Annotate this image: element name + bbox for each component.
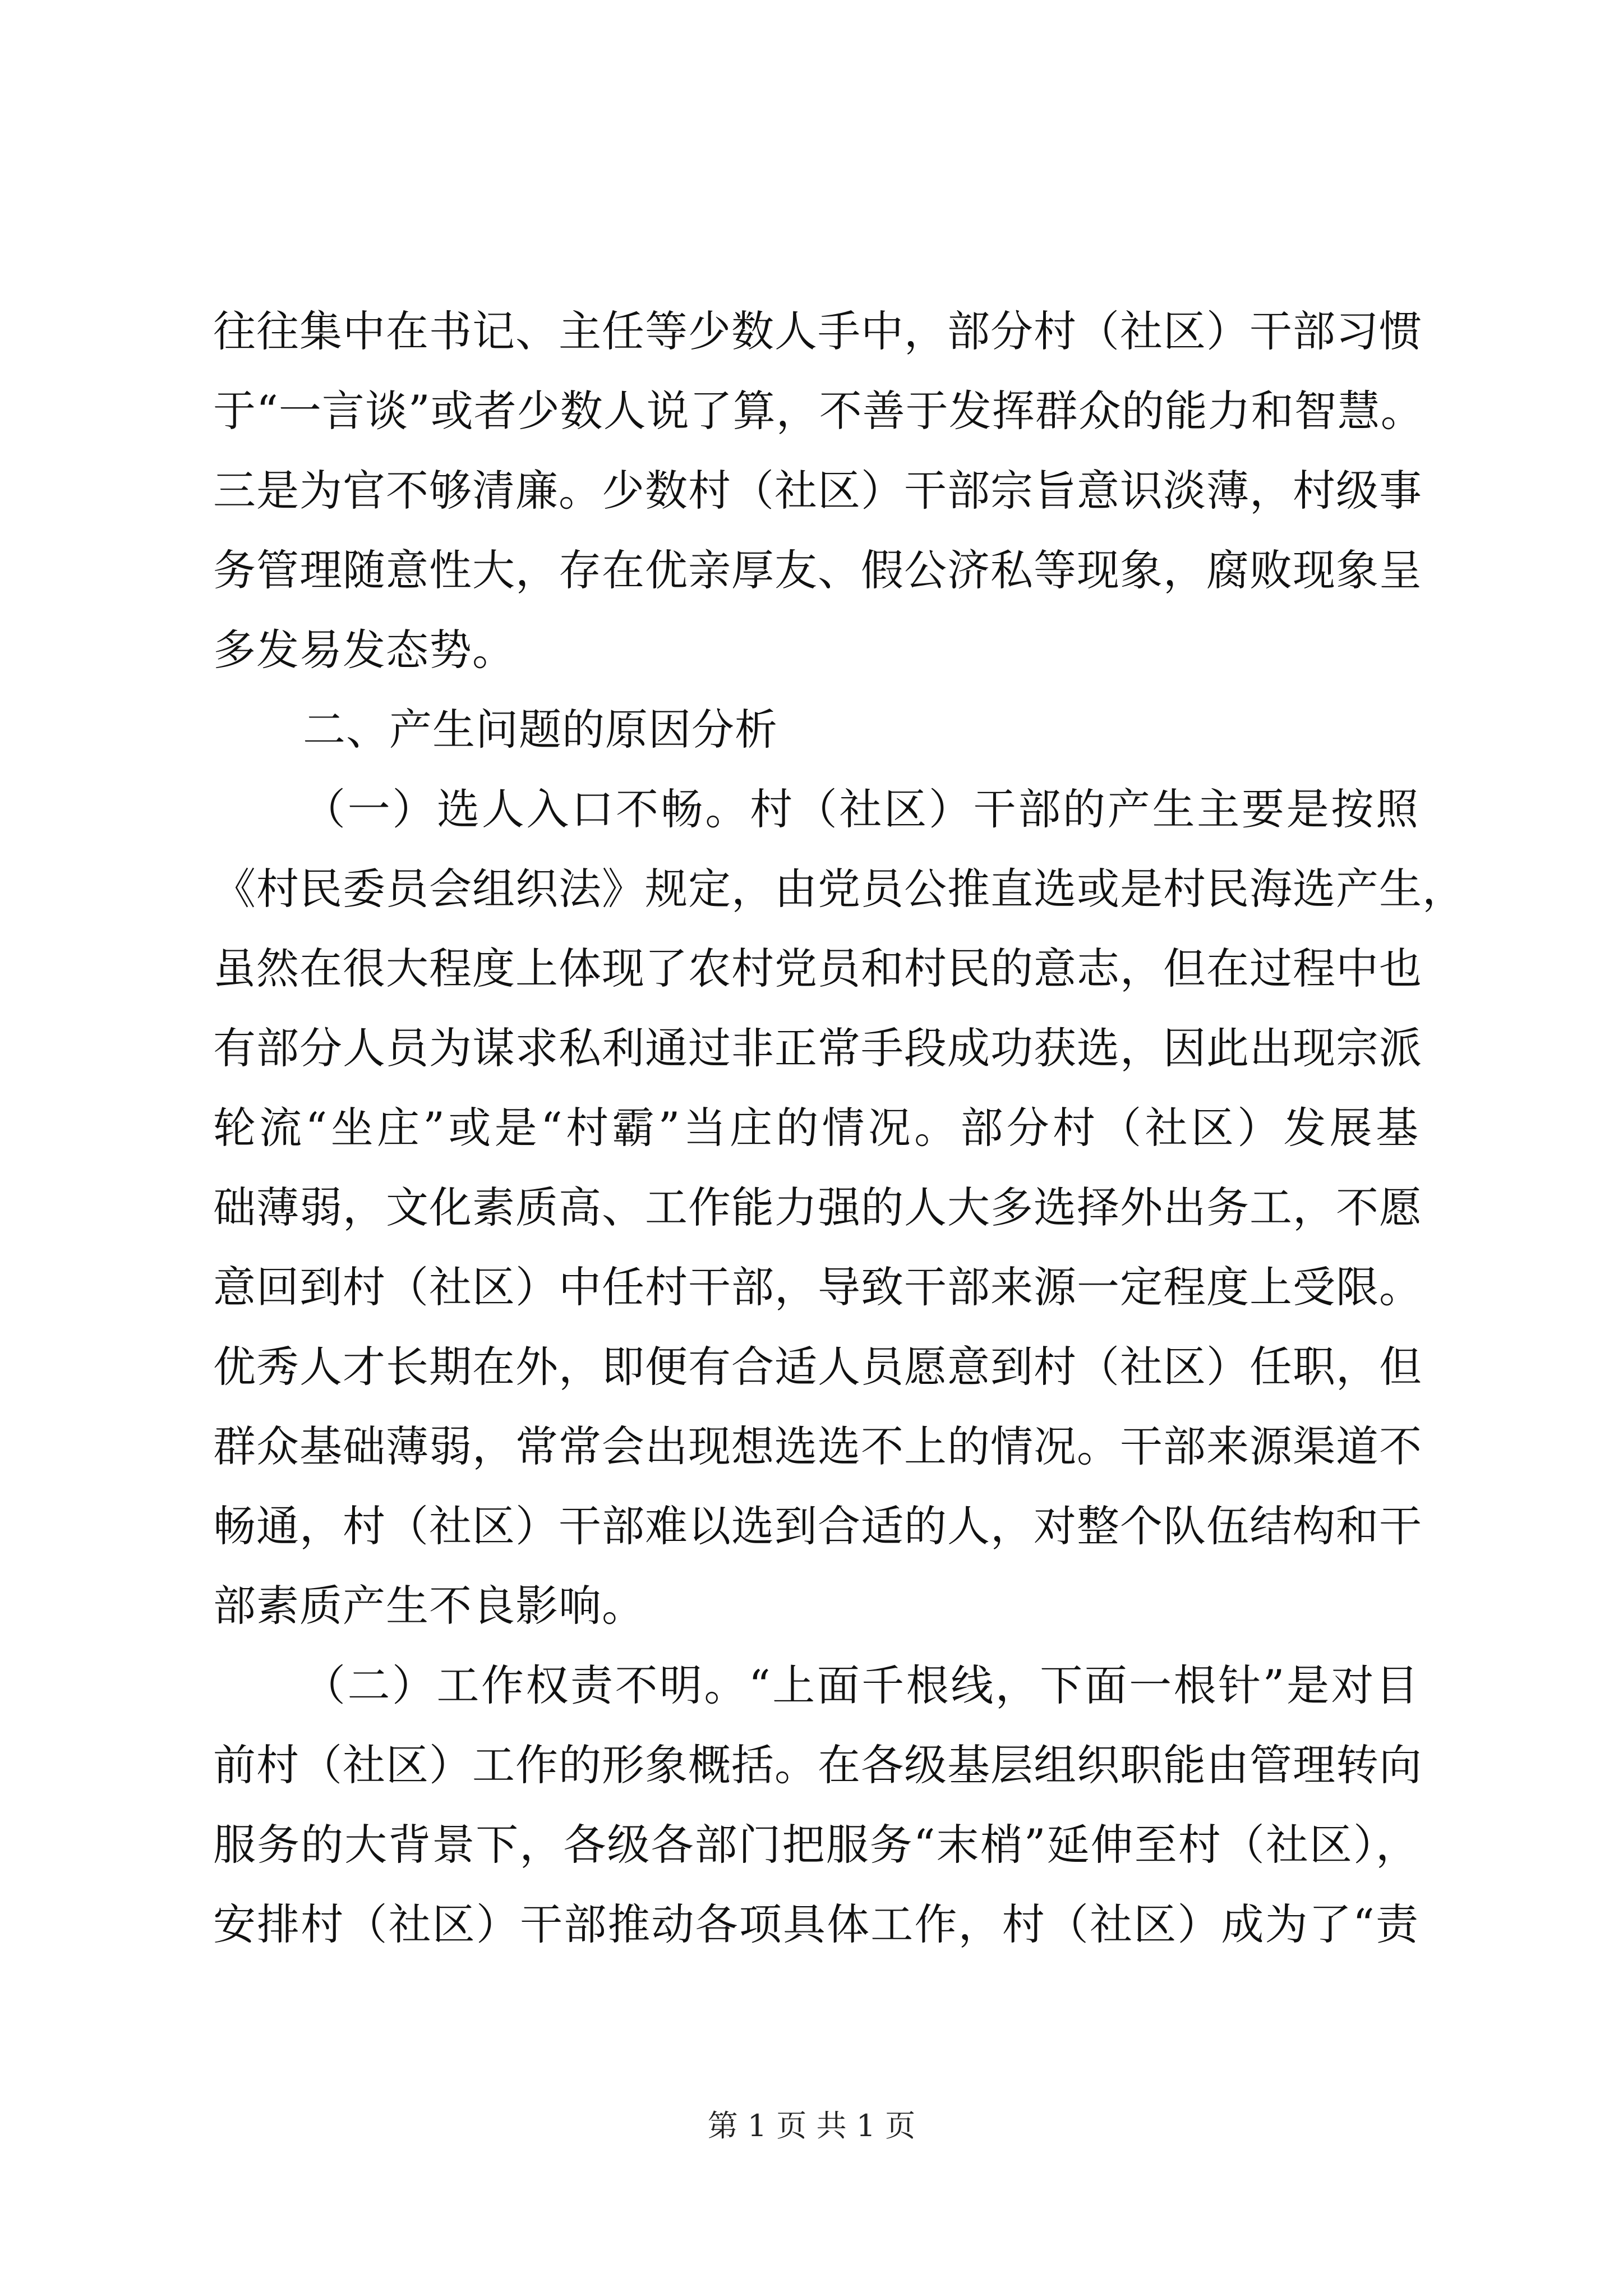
subsection-heading-line: （一）选人入口不畅。村（社区）干部的产生主要是按照 bbox=[303, 784, 1419, 834]
text-line: 往往集中在书记、主任等少数人手中，部分村（社区）干部习惯 bbox=[213, 306, 1422, 356]
text-line: 有部分人员为谋求私利通过非正常手段成功获选，因此出现宗派 bbox=[213, 1023, 1422, 1073]
section-heading: 二、产生问题的原因分析 bbox=[303, 705, 778, 754]
subsection-heading-line: （二）工作权责不明。“上面千根线，下面一根针”是对目 bbox=[303, 1660, 1419, 1710]
text-line: 多发易发态势。 bbox=[213, 625, 515, 675]
document-body bbox=[213, 292, 1465, 1964]
text-line: 前村（社区）工作的形象概括。在各级基层组织职能由管理转向 bbox=[213, 1740, 1422, 1790]
text-line: 务管理随意性大，存在优亲厚友、假公济私等现象，腐败现象呈 bbox=[213, 545, 1422, 595]
text-line: 意回到村（社区）中任村干部，导致干部来源一定程度上受限。 bbox=[213, 1262, 1422, 1312]
text-line: 于“一言谈”或者少数人说了算，不善于发挥群众的能力和智慧。 bbox=[213, 386, 1424, 436]
text-line: 虽然在很大程度上体现了农村党员和村民的意志，但在过程中也 bbox=[213, 944, 1422, 993]
text-line: 《村民委员会组织法》规定，由党员公推直选或是村民海选产生， bbox=[213, 864, 1465, 914]
text-line: 部素质产生不良影响。 bbox=[213, 1581, 645, 1631]
text-line: 三是为官不够清廉。少数村（社区）干部宗旨意识淡薄，村级事 bbox=[213, 466, 1422, 516]
text-line: 畅通，村（社区）干部难以选到合适的人，对整个队伍结构和干 bbox=[213, 1501, 1422, 1551]
text-line: 服务的大背景下，各级各部门把服务“末梢”延伸至村（社区）， bbox=[213, 1820, 1419, 1870]
text-line: 群众基础薄弱，常常会出现想选选不上的情况。干部来源渠道不 bbox=[213, 1421, 1422, 1471]
page-footer: 第 1 页 共 1 页 bbox=[707, 2108, 916, 2143]
text-line: 优秀人才长期在外，即便有合适人员愿意到村（社区）任职，但 bbox=[213, 1342, 1422, 1392]
text-line: 础薄弱，文化素质高、工作能力强的人大多选择外出务工，不愿 bbox=[213, 1182, 1422, 1232]
text-line: 轮流“坐庄”或是“村霸”当庄的情况。部分村（社区）发展基 bbox=[213, 1103, 1419, 1153]
text-line: 安排村（社区）干部推动各项具体工作，村（社区）成为了“责 bbox=[213, 1899, 1419, 1949]
